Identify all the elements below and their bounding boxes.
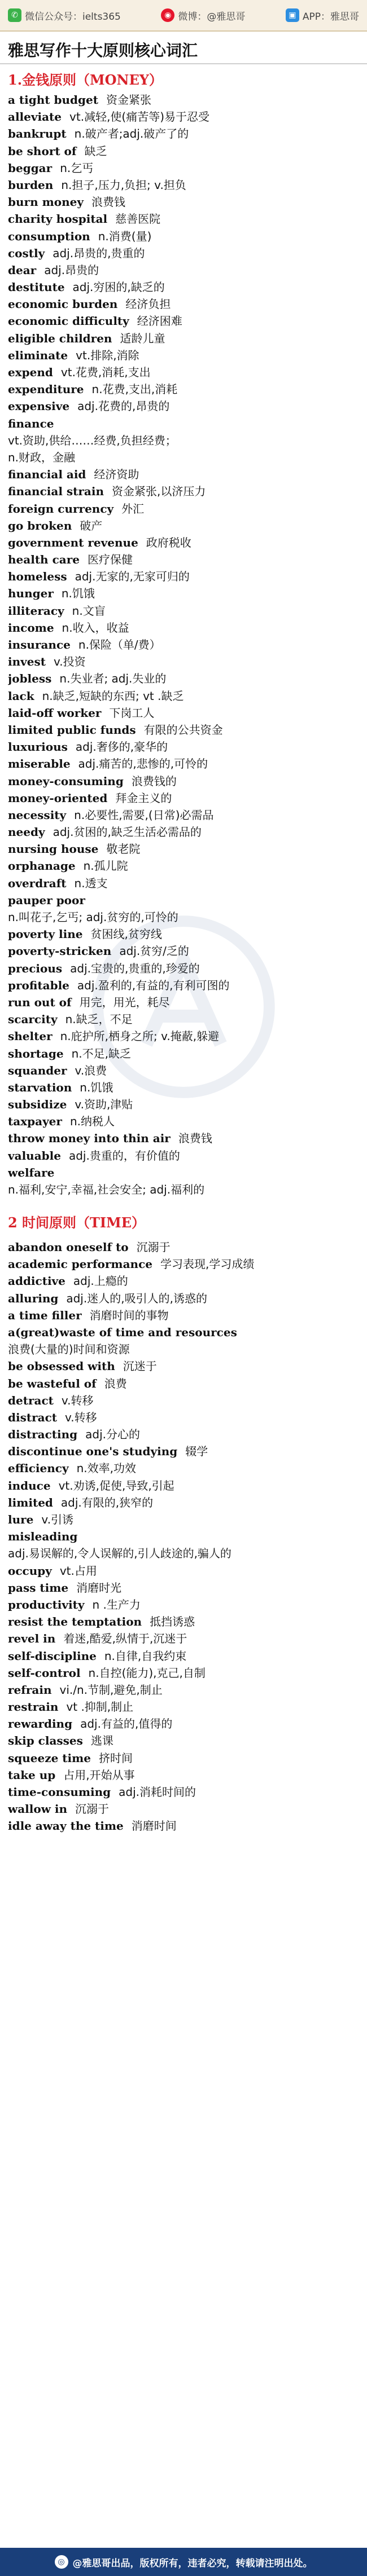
vocab-entry	[8, 125, 361, 142]
vocab-definition: vt.减轻,使(痛苦等)易于忍受	[69, 110, 210, 124]
weibo-account	[161, 8, 245, 23]
vocab-term: academic performance	[8, 1257, 152, 1271]
vocab-entry	[8, 875, 361, 892]
wechat-account	[8, 8, 121, 23]
vocab-term: laid-off worker	[8, 706, 102, 720]
vocab-definition: n.花费,支出,消耗	[91, 382, 178, 397]
vocab-definition: 逃课	[90, 1734, 113, 1748]
vocab-term: scarcity	[8, 1012, 58, 1027]
vocab-entry	[8, 330, 361, 347]
vocab-entry	[8, 1511, 361, 1528]
vocab-entry	[8, 1239, 361, 1256]
vocab-definition: 浪费(大量的)时间和资源	[8, 1342, 130, 1357]
vocab-entry	[8, 466, 361, 483]
vocab-entry	[8, 1494, 361, 1511]
vocab-definition: 辍学	[185, 1445, 208, 1459]
vocab-definition: v.转移	[65, 1410, 97, 1424]
vocab-definition: v.引诱	[41, 1513, 74, 1526]
vocab-entry	[8, 1596, 361, 1613]
vocab-entry	[8, 1147, 361, 1164]
vocab-term: health care	[8, 553, 80, 567]
footer-banner	[0, 2548, 367, 2576]
vocab-entry	[8, 1784, 361, 1800]
vocab-entry	[8, 585, 361, 602]
vocab-entry	[8, 738, 361, 755]
vocab-definition: 有限的公共资金	[143, 723, 223, 737]
vocab-term: squeeze time	[8, 1751, 91, 1765]
vocab-term: distracting	[8, 1428, 78, 1442]
vocab-definition: v.资助,津贴	[75, 1098, 133, 1112]
vocab-definition: 消磨时间的事物	[89, 1308, 169, 1322]
vocab-entry	[8, 790, 361, 807]
vocab-entry	[8, 1579, 361, 1596]
vocab-definition: 经济负担	[125, 297, 171, 311]
vocab-definition: 敬老院	[106, 842, 141, 856]
vocab-entry	[8, 1800, 361, 1817]
vocab-entry	[8, 1324, 361, 1341]
vocab-definition: 外汇	[121, 501, 145, 516]
vocab-term: government revenue	[8, 535, 138, 549]
vocab-term: bankrupt	[8, 127, 67, 141]
vocab-definition: 资金紧张	[106, 93, 151, 107]
vocab-term: a(great)waste of time and resources	[8, 1325, 237, 1339]
vocab-definition: adj.迷人的,吸引人的,诱惑的	[66, 1291, 207, 1305]
vocab-entry	[8, 1256, 361, 1272]
vocab-entry	[8, 1307, 361, 1324]
vocab-definition: n.纳税人	[69, 1115, 115, 1129]
vocab-definition: adj.盈利的,有益的,有利可图的	[77, 978, 230, 992]
vocab-entry	[8, 210, 361, 227]
vocab-term: orphanage	[8, 859, 76, 873]
vocab-term: limited	[8, 1495, 53, 1509]
vocab-term: idle away the time	[8, 1819, 124, 1833]
vocab-definition: adj.昂贵的	[44, 263, 99, 277]
app-label: APP：雅思哥	[302, 11, 359, 23]
vocab-term: occupy	[8, 1564, 52, 1578]
vocab-definition: n.失业者; adj.失业的	[59, 672, 167, 686]
vocab-definition: adj.分心的	[85, 1428, 140, 1442]
vocab-definition: n .生产力	[92, 1597, 141, 1611]
vocab-definition: adj.上瘾的	[73, 1274, 128, 1288]
vocab-definition: vt.排除,消除	[76, 348, 139, 362]
vocab-term: refrain	[8, 1683, 52, 1697]
vocab-term: self-discipline	[8, 1649, 97, 1663]
vocab-definition: n.透支	[74, 876, 108, 890]
vocab-term: alleviate	[8, 110, 62, 124]
vocab-entry	[8, 245, 361, 262]
app-account	[286, 8, 359, 23]
vocab-entry	[8, 1562, 361, 1579]
vocab-entry	[8, 1426, 361, 1443]
vocab-entry	[8, 1648, 361, 1665]
vocab-definition: n.财政，金融	[8, 450, 76, 464]
vocab-term: be wasteful of	[8, 1376, 97, 1390]
vocab-entry	[8, 1341, 361, 1358]
vocab-definition: adj.奢侈的,豪华的	[75, 740, 168, 754]
vocab-entry	[8, 773, 361, 790]
vocab-definition: vt.资助,供给……经费,负担经费；	[8, 433, 177, 447]
vocab-entry	[8, 551, 361, 568]
brand-logo-icon: ◎	[55, 2555, 68, 2569]
vocab-entry	[8, 840, 361, 857]
vocab-definition: 挤时间	[99, 1751, 133, 1765]
vocab-term: resist the temptation	[8, 1615, 142, 1629]
vocab-term: destitute	[8, 280, 65, 294]
vocab-entry	[8, 824, 361, 840]
vocab-entry	[8, 1528, 361, 1545]
weibo-icon: ◉	[161, 8, 174, 22]
vocab-definition: 消磨时光	[76, 1580, 122, 1595]
vocab-definition: 浪费	[104, 1376, 127, 1390]
wechat-label: 微信公众号：ielts365	[25, 11, 121, 23]
vocab-definition: adj.有益的,值得的	[80, 1717, 173, 1731]
vocab-entry	[8, 415, 361, 432]
vocab-term: alluring	[8, 1291, 59, 1305]
vocab-definition: adj.贫困的,缺乏生活必需品的	[53, 825, 202, 839]
vocab-term: profitable	[8, 978, 69, 992]
section-heading-money: 1.金钱原则（MONEY）	[8, 72, 163, 88]
vocab-definition: 用完，用光，耗尽	[79, 995, 170, 1009]
vocab-term: eligible children	[8, 331, 112, 345]
vocab-entry	[8, 636, 361, 653]
vocab-definition: 着迷,酷爱,纵情于,沉迷于	[63, 1632, 187, 1646]
vocab-definition: n.消费(量)	[98, 229, 152, 243]
vocab-definition: n.担子,压力,负担; v.担负	[61, 178, 186, 192]
vocab-definition: adj.痛苦的,悲惨的,可怜的	[78, 757, 208, 771]
vocab-entry	[8, 1817, 361, 1834]
vocab-term: discontinue one's studying	[8, 1445, 178, 1459]
vocab-entry	[8, 483, 361, 500]
vocab-entry	[8, 449, 361, 466]
vocab-definition: n.缺乏,短缺的东西; vt .缺乏	[42, 689, 184, 703]
vocab-entry	[8, 1164, 361, 1181]
vocab-term: subsidize	[8, 1098, 67, 1112]
vocab-definition: 资金紧张,以济压力	[112, 485, 206, 499]
title-divider	[0, 63, 367, 64]
vocab-term: productivity	[8, 1597, 85, 1611]
vocab-definition: n.收入，收益	[62, 620, 129, 635]
vocab-definition: n.自控(能力),克己,自制	[88, 1666, 206, 1680]
vocab-entry	[8, 160, 361, 177]
vocab-entry	[8, 1750, 361, 1767]
vocab-entry	[8, 517, 361, 534]
vocab-definition: n.孤儿院	[83, 859, 128, 873]
vocab-entry	[8, 568, 361, 585]
vocab-term: precious	[8, 961, 63, 975]
vocab-entry	[8, 143, 361, 160]
vocab-term: induce	[8, 1478, 51, 1492]
vocab-term: restrain	[8, 1700, 59, 1714]
vocab-definition: 慈善医院	[115, 212, 161, 226]
vocab-term: valuable	[8, 1148, 61, 1162]
vocab-term: financial aid	[8, 468, 86, 482]
vocab-entry	[8, 108, 361, 125]
vocab-term: finance	[8, 416, 54, 430]
vocab-definition: n.福利,安宁,幸福,社会安全; adj.福利的	[8, 1183, 205, 1196]
vocab-term: charity hospital	[8, 212, 108, 226]
vocab-term: a tight budget	[8, 93, 98, 107]
vocab-definition: n.文盲	[72, 604, 106, 618]
vocab-definition: adj.宝贵的,贵重的,珍爱的	[70, 961, 200, 975]
vocab-term: lack	[8, 689, 34, 703]
vocab-entry	[8, 653, 361, 670]
vocab-entry	[8, 262, 361, 279]
vocab-term: consumption	[8, 229, 90, 243]
vocab-entry	[8, 1545, 361, 1562]
vocab-entry	[8, 1698, 361, 1715]
vocab-term: poverty line	[8, 927, 83, 941]
vocab-term: starvation	[8, 1080, 72, 1094]
vocab-entry	[8, 688, 361, 704]
vocab-definition: n.必要性,需要,(日常)必需品	[74, 808, 214, 822]
vocab-definition: n.不足,缺乏	[71, 1046, 131, 1060]
vocab-definition: n.饥饿	[80, 1080, 113, 1094]
vocab-term: hunger	[8, 587, 54, 601]
vocab-entry	[8, 619, 361, 636]
vocab-term: shortage	[8, 1046, 64, 1060]
vocab-entry	[8, 807, 361, 824]
vocab-entry	[8, 704, 361, 721]
vocab-definition: n.饥饿	[61, 587, 95, 601]
vocab-entry	[8, 312, 361, 329]
vocab-term: misleading	[8, 1530, 78, 1544]
vocab-term: expenditure	[8, 382, 84, 397]
vocab-term: invest	[8, 655, 46, 669]
vocab-term: go broken	[8, 518, 72, 532]
vocab-term: detract	[8, 1393, 54, 1407]
vocab-definition: 浪费钱	[91, 195, 125, 209]
vocab-entry	[8, 1272, 361, 1289]
vocab-term: be obsessed with	[8, 1359, 115, 1373]
vocab-entry	[8, 534, 361, 551]
vocab-entry	[8, 228, 361, 245]
vocab-definition: 拜金主义的	[115, 791, 172, 805]
vocab-entry	[8, 177, 361, 193]
vocab-definition: v.浪费	[75, 1063, 107, 1077]
vocab-definition: 下岗工人	[109, 706, 155, 720]
vocab-term: necessity	[8, 808, 67, 822]
vocab-term: self-control	[8, 1666, 81, 1680]
vocab-definition: 政府税收	[146, 535, 191, 549]
vocab-term: expensive	[8, 399, 70, 413]
vocab-entry	[8, 279, 361, 296]
vocab-term: squander	[8, 1063, 67, 1077]
vocab-definition: 占用,开始从事	[63, 1768, 135, 1782]
copyright-notice: @雅思哥出品，版权所有，违者必究，转载请注明出处。	[72, 2557, 313, 2569]
vocab-term: a time filler	[8, 1308, 82, 1322]
vocab-definition: adj.易误解的,令人误解的,引人歧途的,骗人的	[8, 1547, 231, 1561]
vocab-term: wallow in	[8, 1802, 68, 1816]
vocab-term: dear	[8, 263, 37, 277]
weibo-label: 微博：@雅思哥	[178, 11, 246, 23]
vocab-entry	[8, 721, 361, 738]
vocab-term: take up	[8, 1768, 56, 1782]
vocab-definition: n.自律,自我约束	[104, 1649, 187, 1663]
vocab-entry	[8, 1613, 361, 1630]
vocab-definition: 学习表现,学习成绩	[160, 1257, 255, 1271]
vocab-term: overdraft	[8, 876, 67, 890]
vocab-term: be short of	[8, 144, 77, 158]
vocab-term: time-consuming	[8, 1785, 111, 1799]
vocab-definition: vt.劝诱,促使,导致,引起	[58, 1478, 174, 1492]
vocab-definition: n.缺乏，不足	[65, 1012, 133, 1027]
vocab-term: eliminate	[8, 348, 68, 362]
vocab-definition: 抵挡诱惑	[150, 1615, 195, 1629]
vocab-entry	[8, 1477, 361, 1494]
vocab-term: jobless	[8, 672, 52, 686]
vocab-term: taxpayer	[8, 1115, 62, 1129]
vocab-term: addictive	[8, 1274, 65, 1288]
vocab-entry	[8, 1665, 361, 1681]
vocab-definition: 消磨时间	[131, 1819, 177, 1833]
vocab-term: insurance	[8, 638, 71, 651]
vocab-definition: 经济资助	[94, 468, 139, 482]
vocab-entry	[8, 398, 361, 415]
top-banner	[0, 0, 367, 32]
vocab-definition: 沉迷于	[123, 1359, 157, 1373]
vocab-entry	[8, 381, 361, 398]
vocab-term: burn money	[8, 195, 84, 209]
vocab-entry	[8, 1630, 361, 1647]
vocab-term: revel in	[8, 1632, 56, 1646]
vocab-term: run out of	[8, 995, 72, 1009]
vocab-entry	[8, 1358, 361, 1375]
vocab-definition: adj.有限的,狭窄的	[60, 1495, 154, 1509]
vocab-entry	[8, 432, 361, 449]
vocab-term: pass time	[8, 1580, 69, 1595]
vocab-definition: v.转移	[61, 1393, 94, 1407]
page-title: 雅思写作十大原则核心词汇	[8, 41, 198, 60]
vocab-term: skip classes	[8, 1734, 83, 1748]
vocab-entry	[8, 892, 361, 909]
vocab-term: luxurious	[8, 740, 68, 754]
vocab-entry	[8, 500, 361, 517]
vocab-term: illiteracy	[8, 604, 64, 618]
app-icon: ▣	[286, 8, 299, 22]
vocab-term: limited public funds	[8, 723, 136, 737]
vocab-entry	[8, 296, 361, 312]
vocab-entry	[8, 1443, 361, 1460]
vocab-term: rewarding	[8, 1717, 73, 1731]
vocab-term: economic difficulty	[8, 314, 129, 328]
vocab-definition: adj.花费的,昂贵的	[77, 399, 170, 413]
vocab-definition: 贫困线,贫穷线	[90, 927, 162, 941]
vocab-definition: adj.无家的,无家可归的	[75, 570, 190, 584]
vocab-entry	[8, 364, 361, 381]
vocab-entry	[8, 1113, 361, 1130]
vocab-term: lure	[8, 1513, 34, 1526]
vocab-definition: 沉溺于	[136, 1240, 171, 1254]
vocab-definition: n.叫花子,乞丐; adj.贫穷的,可怜的	[8, 910, 178, 924]
section-heading-time: 2 时间原则（TIME）	[8, 1214, 145, 1231]
vocab-definition: n.破产者;adj.破产了的	[74, 127, 189, 141]
vocab-entry	[8, 1460, 361, 1477]
vocab-definition: 破产	[80, 518, 103, 532]
vocab-term: nursing house	[8, 842, 99, 856]
vocab-entry	[8, 755, 361, 772]
vocab-definition: n.保险（单/费）	[78, 638, 161, 651]
vocab-definition: n.效率,功效	[76, 1461, 136, 1476]
vocab-definition: vt .抑制,制止	[66, 1700, 134, 1714]
vocab-term: burden	[8, 178, 54, 192]
vocab-entry	[8, 857, 361, 874]
vocab-definition: 沉溺于	[75, 1802, 110, 1816]
vocab-term: distract	[8, 1410, 57, 1424]
wechat-icon: ✆	[8, 8, 21, 22]
vocab-definition: vt.花费,消耗,支出	[60, 366, 151, 379]
vocab-term: poverty-stricken	[8, 944, 112, 958]
vocab-definition: 经济困难	[137, 314, 182, 328]
vocab-term: homeless	[8, 570, 67, 584]
vocab-definition: n.庇护所,栖身之所; v.掩蔽,躲避	[60, 1029, 220, 1043]
vocab-definition: vi./n.节制,避免,制止	[59, 1683, 163, 1697]
vocab-definition: v.投资	[53, 655, 86, 669]
vocab-entry	[8, 1392, 361, 1409]
vocab-entry	[8, 347, 361, 364]
vocab-term: costly	[8, 246, 45, 260]
vocab-definition: adj.昂贵的,贵重的	[53, 246, 145, 260]
vocab-definition: n.乞丐	[60, 161, 94, 175]
vocab-entry	[8, 1130, 361, 1147]
vocab-definition: adj.消耗时间的	[119, 1785, 196, 1799]
vocab-definition: 医疗保健	[87, 553, 133, 567]
vocab-entry	[8, 1681, 361, 1698]
vocab-definition: adj.穷困的,缺乏的	[72, 280, 165, 294]
vocab-term: efficiency	[8, 1461, 69, 1476]
vocab-entry	[8, 91, 361, 108]
vocab-term: welfare	[8, 1165, 55, 1179]
vocab-term: financial strain	[8, 485, 104, 499]
vocab-entry	[8, 1181, 361, 1198]
vocab-entry	[8, 1715, 361, 1732]
vocab-term: foreign currency	[8, 501, 114, 516]
vocab-entry	[8, 1375, 361, 1392]
vocab-definition: 浪费钱	[178, 1131, 212, 1146]
vocab-entry	[8, 193, 361, 210]
vocab-definition: adj.贵重的，有价值的	[68, 1148, 180, 1162]
vocab-term: economic burden	[8, 297, 118, 311]
vocab-entry	[8, 1290, 361, 1307]
vocab-entry	[8, 1732, 361, 1749]
vocab-entry	[8, 602, 361, 619]
vocab-definition: adj.贫穷/乏的	[119, 944, 189, 958]
vocab-term: expend	[8, 366, 53, 379]
vocab-term: money-consuming	[8, 774, 124, 788]
vocab-term: needy	[8, 825, 45, 839]
brand-watermark-icon	[90, 914, 277, 1100]
vocab-definition: 适龄儿童	[120, 331, 165, 345]
vocab-entry	[8, 1409, 361, 1426]
vocab-term: money-oriented	[8, 791, 108, 805]
vocab-term: miserable	[8, 757, 71, 771]
vocab-term: shelter	[8, 1029, 53, 1043]
time-vocab-list	[8, 1239, 361, 1835]
vocab-term: income	[8, 620, 54, 635]
vocab-definition: vt.占用	[59, 1564, 97, 1578]
vocab-entry	[8, 1767, 361, 1784]
vocab-term: beggar	[8, 161, 53, 175]
vocab-term: pauper poor	[8, 893, 85, 907]
vocab-definition: 浪费钱的	[131, 774, 177, 788]
vocab-definition: 缺乏	[84, 144, 107, 158]
vocab-term: throw money into thin air	[8, 1131, 171, 1146]
vocab-term: abandon oneself to	[8, 1240, 129, 1254]
vocab-entry	[8, 670, 361, 687]
